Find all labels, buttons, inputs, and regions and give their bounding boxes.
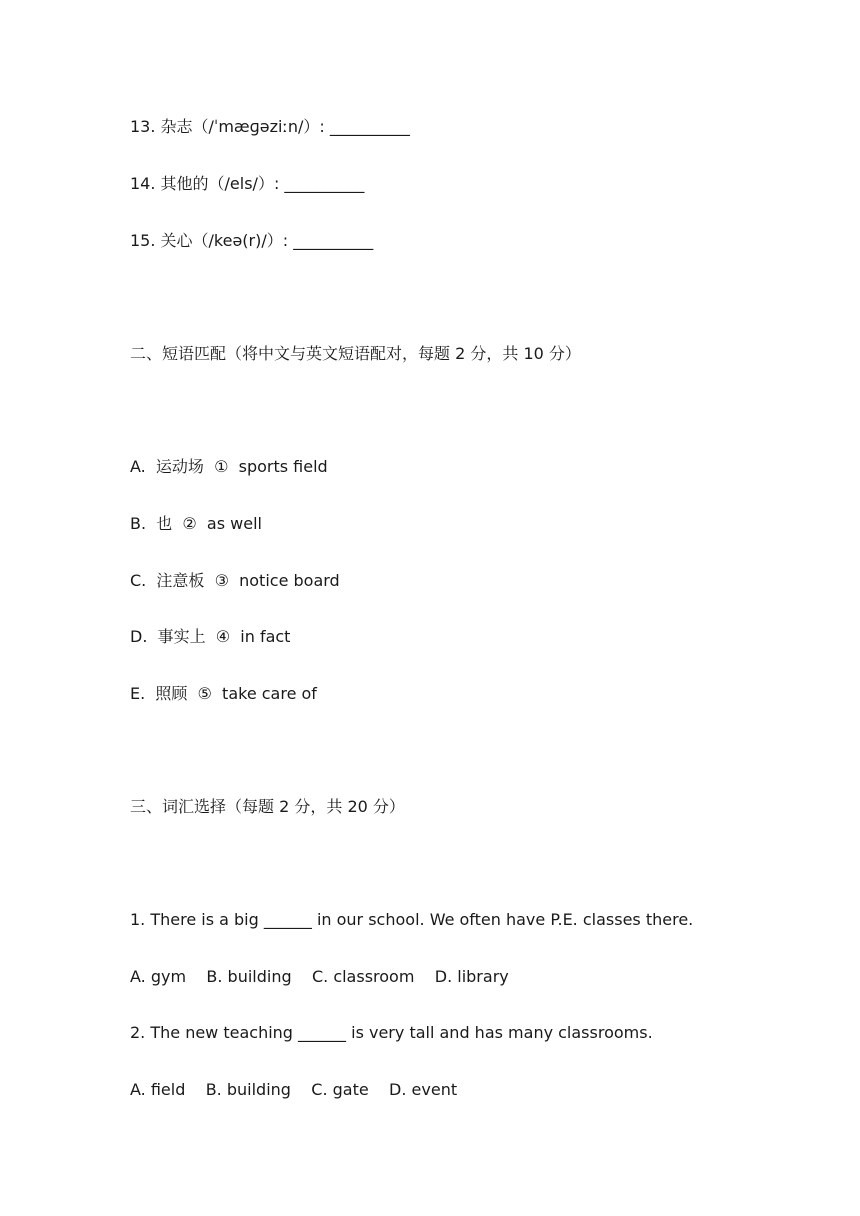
vocab-item-15: 15. 关心（/keə(r)/）: __________ <box>130 231 374 250</box>
question-2-options: A. field B. building C. gate D. event <box>130 1080 458 1099</box>
section-2-heading: 二、短语匹配（将中文与英文短语配对，每题 2 分，共 10 分） <box>130 344 581 363</box>
question-1-options: A. gym B. building C. classroom D. library <box>130 967 509 986</box>
match-item-b: B. 也 ② as well <box>130 514 262 533</box>
match-item-a: A. 运动场 ① sports field <box>130 457 328 476</box>
match-item-e: E. 照顾 ⑤ take care of <box>130 684 317 703</box>
question-2-stem: 2. The new teaching ______ is very tall and has many classrooms. <box>130 1023 653 1042</box>
question-1-stem: 1. There is a big ______ in our school. We often have P.E. classes there. <box>130 910 694 929</box>
section-3-heading: 三、词汇选择（每题 2 分，共 20 分） <box>130 797 405 816</box>
match-item-c: C. 注意板 ③ notice board <box>130 571 340 590</box>
match-item-d: D. 事实上 ④ in fact <box>130 627 291 646</box>
vocab-item-14: 14. 其他的（/els/）: __________ <box>130 174 365 193</box>
vocab-item-13: 13. 杂志（/ˈmæɡəziːn/）: __________ <box>130 117 410 136</box>
